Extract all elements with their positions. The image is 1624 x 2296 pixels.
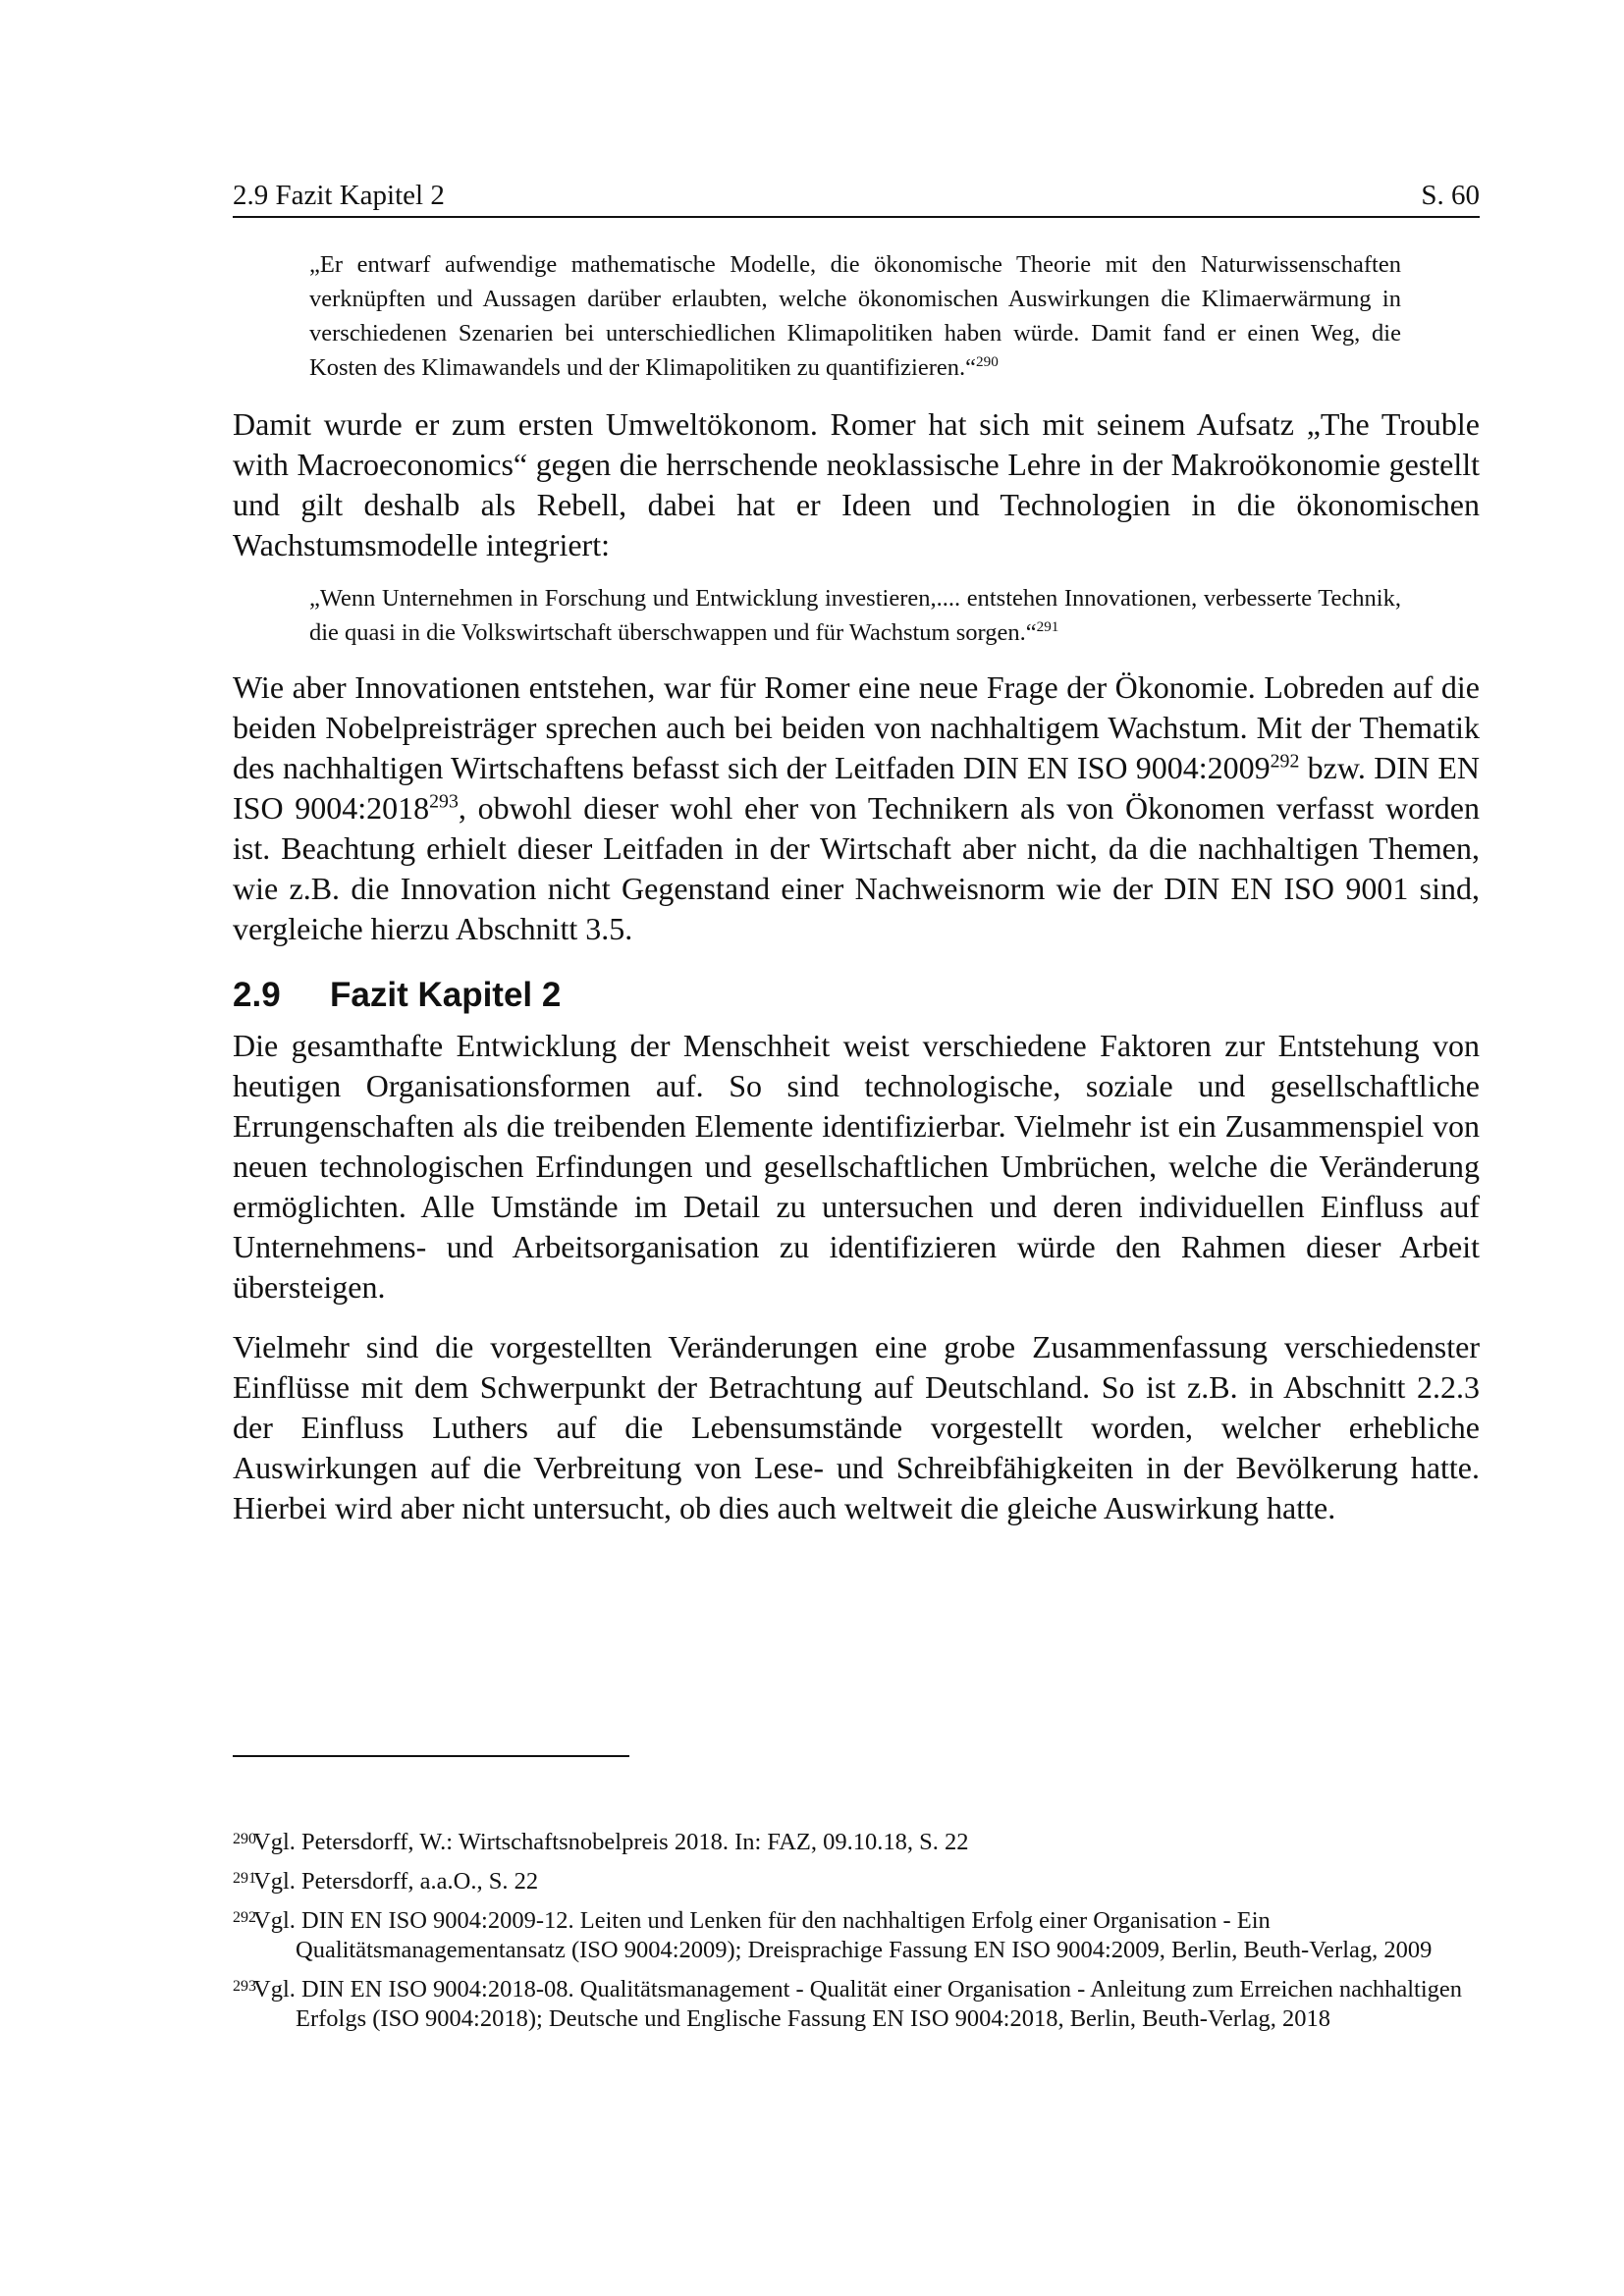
footnotes xyxy=(233,1828,1480,2044)
footnote-ref-291[interactable]: 291 xyxy=(1036,617,1059,635)
footnote-292 xyxy=(233,1906,1480,1965)
block-quote-291 xyxy=(309,581,1401,650)
footnote-number: 292 xyxy=(233,1909,256,1926)
footnote-text: Vgl. Petersdorff, a.a.O., S. 22 xyxy=(253,1868,539,1895)
footnote-number: 293 xyxy=(233,1978,256,1995)
paragraph-innovationen xyxy=(233,667,1480,949)
footnote-number: 291 xyxy=(233,1870,256,1887)
quote-text: „Wenn Unternehmen in Forschung und Entwicklung investieren,.... entstehen Innovationen, verbesserte Technik, die quasi in die Volkswirtschaft überschwappen und für Wachstum sorgen.“ xyxy=(309,585,1401,646)
block-quote-290 xyxy=(309,247,1401,385)
header-chapter-title: 2.9 Fazit Kapitel 2 xyxy=(233,180,445,211)
section-heading xyxy=(233,973,1480,1018)
section-number: 2.9 xyxy=(233,976,281,1014)
paragraph-umweltoekonom: Damit wurde er zum ersten Umweltökonom. Romer hat sich mit seinem Aufsatz „The Trouble with Macroeconomics“ gegen die herrschende neoklassische Lehre in der Makroökonomie gestellt und gilt deshalb als Rebell, dabei hat er Ideen und Technologien in die ökonomischen Wachstumsmodelle integriert: xyxy=(233,406,1480,562)
footnote-ref-292[interactable]: 292 xyxy=(1270,750,1300,773)
page-body xyxy=(233,247,1480,1528)
footnote-ref-290[interactable]: 290 xyxy=(976,352,999,370)
paragraph-text: Wie aber Innovationen entstehen, war für Romer eine neue Frage der Ökonomie. Lobreden auf die beiden Nobelpreisträger sprechen auch bei beiden von nachhaltigem Wachstum. Mit der Thematik des nachhaltigen Wirtschaftens befasst sich der Leitfaden DIN EN ISO 9004:2009 xyxy=(233,669,1480,785)
header-page-number: S. 60 xyxy=(1421,180,1480,211)
footnote-291 xyxy=(233,1867,1480,1896)
footnote-290 xyxy=(233,1828,1480,1857)
footnote-text: Vgl. DIN EN ISO 9004:2018-08. Qualitätsmanagement - Qualität einer Organisation - Anleitung zum Erreichen nachhaltigen Erfolgs (ISO 9004:2018); Deutsche und Englische Fassung EN ISO 9004:2018, Berlin, Beuth-Verlag, 2018 xyxy=(253,1976,1463,2032)
footnote-text: Vgl. DIN EN ISO 9004:2009-12. Leiten und Lenken für den nachhaltigen Erfolg einer Organisation - Ein Qualitätsmanagementansatz (ISO 9004:2009); Dreisprachige Fassung EN ISO 9004:2009, Berlin, Beuth-Verlag, 2009 xyxy=(253,1907,1433,1963)
footnote-text: Vgl. Petersdorff, W.: Wirtschaftsnobelpreis 2018. In: FAZ, 09.10.18, S. 22 xyxy=(253,1829,969,1855)
section-title: Fazit Kapitel 2 xyxy=(330,976,562,1014)
section-paragraph: Vielmehr sind die vorgestellten Veränderungen eine grobe Zusammenfassung verschiedenster Einflüsse mit dem Schwerpunkt der Betrachtung auf Deutschland. So ist z.B. in Abschnitt 2.2.3 der Einfluss Luthers auf die Lebensumstände vorgestellt worden, welcher erhebliche Auswirkungen auf die Verbreitung von Lese- und Schreibfähigkeiten in der Bevölkerung hatte. Hierbei wird aber nicht untersucht, ob dies auch weltweit die gleiche Auswirkung hatte. xyxy=(233,1329,1480,1525)
paragraph-text: bzw. DIN EN ISO 9004:2018 xyxy=(233,750,1480,826)
footnote-number: 290 xyxy=(233,1831,256,1847)
paragraph-text: , obwohl dieser wohl eher von Technikern als von Ökonomen verfasst worden ist. Beachtung erhielt dieser Leitfaden in der Wirtschaft aber nicht, da die nachhaltigen Themen, wie z.B. die Innovation nicht Gegenstand einer Nachweisnorm wie der DIN EN ISO 9001 sind, vergleiche hierzu Abschnitt 3.5. xyxy=(233,790,1481,946)
footnote-separator xyxy=(233,1755,629,1757)
footnote-293 xyxy=(233,1975,1480,2034)
footnote-ref-293[interactable]: 293 xyxy=(429,790,459,813)
section-paragraph: Die gesamthafte Entwicklung der Menschheit weist verschiedene Faktoren zur Entstehung von heutigen Organisationsformen auf. So sind technologische, soziale und gesellschaftliche Errungenschaften als die treibenden Elemente identifizierbar. Vielmehr ist ein Zusammenspiel von neuen technologischen Erfindungen und gesellschaftlichen Umbrüchen, welche die Veränderung ermöglichten. Alle Umstände im Detail zu untersuchen und deren individuellen Einfluss auf Unternehmens- und Arbeitsorganisation zu identifizieren würde den Rahmen dieser Arbeit übersteigen. xyxy=(233,1028,1480,1305)
page-header xyxy=(233,177,1480,218)
quote-text: „Er entwarf aufwendige mathematische Modelle, die ökonomische Theorie mit den Naturwissenschaften verknüpften und Aussagen darüber erlaubten, welche ökonomischen Auswirkungen die Klimaerwärmung in verschiedenen Szenarien bei unterschiedlichen Klimapolitiken haben würde. Damit fand er einen Weg, die Kosten des Klimawandels und der Klimapolitiken zu quantifizieren.“ xyxy=(309,251,1401,381)
